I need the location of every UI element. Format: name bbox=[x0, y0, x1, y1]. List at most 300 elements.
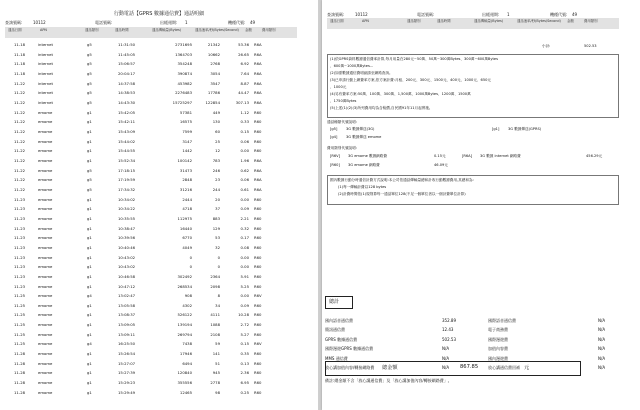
cell-rate: 122854 bbox=[205, 99, 220, 105]
cell-type: g1 bbox=[87, 215, 92, 221]
cell-bytes: 6494 bbox=[182, 360, 192, 366]
cell-apn: emome bbox=[38, 157, 53, 163]
table-row bbox=[0, 168, 318, 176]
summary-value: N/A bbox=[442, 346, 450, 352]
cell-time: 15:52:34 bbox=[118, 157, 136, 163]
cell-date: 11-28 bbox=[14, 389, 26, 395]
summary-value: N/A bbox=[598, 327, 606, 333]
cell-type: g1 bbox=[87, 225, 92, 231]
table-row bbox=[0, 61, 318, 69]
cell-amount: 1.96 bbox=[240, 157, 249, 163]
cell-date: 11-28 bbox=[14, 370, 26, 376]
summary-value: N/A bbox=[442, 355, 450, 361]
cell-date: 11-23 bbox=[14, 244, 26, 250]
cell-amount: 0.00 bbox=[240, 293, 249, 299]
legend-code: [g1] bbox=[492, 127, 500, 131]
subtotal-value: 502.53 bbox=[584, 44, 597, 48]
subtotal-label: 小計: bbox=[542, 44, 551, 48]
cell-bytes: 4302 bbox=[182, 302, 192, 308]
cell-amount: 0.06 bbox=[240, 138, 249, 144]
cell-date: 11-23 bbox=[14, 273, 26, 279]
cell-fee-code: R6A bbox=[254, 51, 262, 57]
summary-label: 放心講通信費回補 bbox=[488, 365, 520, 370]
cell-amount: 7.64 bbox=[240, 70, 249, 76]
cell-bytes: 1364703 bbox=[175, 51, 192, 57]
cell-bytes: 31473 bbox=[179, 167, 192, 173]
cell-apn: emome bbox=[38, 235, 53, 241]
cell-bytes: 390874 bbox=[177, 70, 192, 76]
summary-value: N/A bbox=[598, 318, 606, 323]
cell-bytes: 16440 bbox=[179, 225, 192, 231]
cell-date: 11-22 bbox=[14, 177, 26, 183]
cell-apn: internet bbox=[38, 61, 54, 67]
cell-date: 11-22 bbox=[14, 90, 26, 96]
cell-time: 15:26:54 bbox=[118, 351, 136, 357]
cell-type: g1 bbox=[87, 370, 92, 376]
cell-amount: 0.35 bbox=[240, 351, 249, 357]
cell-fee-code: R60 bbox=[254, 331, 262, 337]
total-value: 867.85 bbox=[460, 364, 479, 370]
header-label: 電話號碼: bbox=[95, 20, 113, 25]
cell-type: g5 bbox=[87, 186, 92, 192]
cell-rate: 59 bbox=[215, 341, 220, 347]
table-row bbox=[0, 341, 318, 349]
cell-date: 11-23 bbox=[14, 225, 26, 231]
summary-label: 電子商務費 bbox=[488, 327, 508, 333]
cell-type: g1 bbox=[87, 264, 92, 270]
cell-bytes: 12465 bbox=[179, 389, 192, 395]
cell-bytes: 0 bbox=[189, 254, 192, 260]
header-label: 出帳週期: bbox=[482, 12, 500, 17]
cell-fee-code: R6A bbox=[254, 157, 262, 163]
table-row bbox=[0, 110, 318, 118]
cell-date: 11-18 bbox=[14, 61, 26, 67]
cell-bytes: 354248 bbox=[177, 61, 192, 67]
cell-time: 10:39:56 bbox=[118, 235, 136, 241]
cell-apn: emome bbox=[38, 167, 53, 173]
cell-date: 11-25 bbox=[14, 302, 26, 308]
table-row bbox=[0, 197, 318, 205]
cell-fee-code: R60 bbox=[254, 360, 262, 366]
cell-rate: 34 bbox=[215, 302, 220, 308]
legend-code: [g4] bbox=[330, 135, 338, 139]
cell-amount: 44.47 bbox=[238, 90, 249, 96]
legend-text: 3G 數據傳送 emome bbox=[346, 135, 382, 139]
cell-time: 13:09:11 bbox=[118, 331, 136, 337]
cell-type: g5 bbox=[87, 61, 92, 67]
detail-page-right bbox=[322, 0, 640, 410]
cell-rate: 1088 bbox=[210, 322, 220, 328]
cell-apn: emome bbox=[38, 370, 53, 376]
cell-time: 15:42:05 bbox=[118, 109, 136, 115]
cell-rate: 25 bbox=[215, 138, 220, 144]
note-line: (5)上述(1)(2)(3)所列費用均為含稅價,自民國91年11月起實施。 bbox=[330, 106, 433, 110]
cell-time: 11:31:50 bbox=[118, 42, 136, 47]
cell-time: 10:35:55 bbox=[118, 215, 136, 221]
cell-fee-code: R60 bbox=[254, 206, 262, 212]
cell-amount: 8.87 bbox=[240, 80, 249, 86]
cell-rate: 3547 bbox=[210, 80, 220, 86]
column-header: 通話類別 bbox=[407, 19, 421, 23]
column-header: APN bbox=[362, 19, 369, 23]
cell-fee-code: R60 bbox=[254, 283, 262, 289]
column-header: 通話類別 bbox=[85, 28, 99, 32]
cell-apn: emome bbox=[38, 138, 53, 144]
cell-rate: 32 bbox=[215, 244, 220, 250]
cell-fee-code: R60 bbox=[254, 302, 262, 308]
cell-time: 14:38:53 bbox=[118, 90, 136, 96]
cell-time: 13:08:37 bbox=[118, 312, 136, 318]
cell-bytes: 0 bbox=[189, 264, 192, 270]
cell-rate: 53 bbox=[215, 235, 220, 241]
table-row bbox=[0, 52, 318, 60]
cell-apn: internet bbox=[38, 51, 54, 57]
summary-value: 502.53 bbox=[442, 336, 456, 342]
cell-apn: emome bbox=[38, 119, 53, 125]
column-header: 通話時間 bbox=[437, 19, 451, 23]
cell-type: g1 bbox=[87, 128, 92, 134]
remark-line: 國內數據行動分時通信計費方式說明:本公司依通話傳輸量總和計收行動數據費用,其總和為: bbox=[330, 178, 474, 182]
footnote: 備註:總金額不含「放心講通信費」及「放心講加值內容/轉接網路費」。 bbox=[325, 378, 452, 383]
note-line: (4)另有費率方案:50萬、100萬、300萬、1,500萬、1000萬Bytes、1200萬、1500萬 bbox=[330, 92, 471, 96]
cell-fee-code: R60 bbox=[254, 148, 262, 154]
cell-apn: emome bbox=[38, 244, 53, 250]
cell-rate: 2778 bbox=[210, 380, 220, 386]
cell-date: 11-22 bbox=[14, 119, 26, 125]
cell-fee-code: R6A bbox=[254, 186, 262, 192]
cell-fee-code: R6A bbox=[254, 61, 262, 67]
cell-amount: 6.92 bbox=[240, 61, 249, 67]
cell-fee-code: R6A bbox=[254, 90, 262, 96]
cell-date: 11-22 bbox=[14, 167, 26, 173]
cell-date: 11-22 bbox=[14, 99, 26, 105]
cell-time: 17:19:59 bbox=[118, 177, 136, 183]
cell-bytes: 15725297 bbox=[172, 99, 192, 105]
cell-apn: emome bbox=[38, 283, 53, 289]
table-row bbox=[0, 332, 318, 340]
cell-date: 11-22 bbox=[14, 157, 26, 163]
note-line: (1)依GPRS資料數據通信費率計算,每月用量在280元~50萬、50萬~300萬Bytes、300萬~600萬Bytes bbox=[330, 57, 498, 61]
cell-rate: 12 bbox=[215, 148, 220, 154]
cell-apn: emome bbox=[38, 302, 53, 308]
total-box bbox=[325, 361, 581, 376]
column-header: 通話速率/秒(Bytes/Second) bbox=[195, 28, 239, 32]
cell-date: 11-23 bbox=[14, 196, 26, 202]
column-header: 費用類別 bbox=[584, 19, 598, 23]
cell-apn: emome bbox=[38, 128, 53, 134]
cell-time: 15:29:23 bbox=[118, 380, 136, 386]
cell-date: 11-25 bbox=[14, 312, 26, 318]
cell-bytes: 3147 bbox=[182, 138, 192, 144]
table-row bbox=[0, 255, 318, 263]
cell-rate: 23 bbox=[215, 177, 220, 183]
cell-bytes: 57381 bbox=[179, 109, 192, 115]
table-row bbox=[0, 129, 318, 137]
cell-rate: 2098 bbox=[210, 283, 220, 289]
column-header: APN bbox=[40, 28, 47, 32]
table-row bbox=[0, 284, 318, 292]
cell-fee-code: R60 bbox=[254, 109, 262, 115]
cell-date: 11-23 bbox=[14, 235, 26, 241]
cell-apn: emome bbox=[38, 196, 53, 202]
header-label: 出帳週期: bbox=[160, 20, 178, 25]
cell-fee-code: R60 bbox=[254, 244, 262, 250]
cell-fee-code: R60 bbox=[254, 370, 262, 376]
cell-type: g1 bbox=[87, 389, 92, 395]
header-value: 10112 bbox=[355, 12, 368, 17]
cell-amount: 2.36 bbox=[240, 370, 249, 376]
cell-bytes: 139194 bbox=[177, 322, 192, 328]
cell-type: g5 bbox=[87, 99, 92, 105]
cell-bytes: 16575 bbox=[179, 119, 192, 125]
remark-line: (2)計費時間依(1)規則算每一通話單位128(不足一個單位者以一個計費單位計算) bbox=[338, 192, 466, 196]
cell-amount: 2.72 bbox=[240, 322, 249, 328]
table-row bbox=[0, 177, 318, 185]
fee-text: 3G 數據 internet 網路費 bbox=[480, 154, 521, 158]
cell-apn: emome bbox=[38, 351, 53, 357]
column-header-bar bbox=[5, 27, 297, 38]
cell-rate: 21342 bbox=[207, 42, 220, 47]
cell-bytes: 6770 bbox=[182, 235, 192, 241]
cell-time: 13:05:58 bbox=[118, 302, 136, 308]
header-value: 49 bbox=[250, 20, 256, 25]
cell-time: 16:25:50 bbox=[118, 341, 136, 347]
cell-date: 11-23 bbox=[14, 215, 26, 221]
cell-apn: emome bbox=[38, 380, 53, 386]
fee-text: 3G emome 數據網路費 bbox=[348, 154, 387, 158]
cell-time: 10:34:02 bbox=[118, 196, 136, 202]
fee-amount: 456.29元 bbox=[586, 154, 603, 158]
fee-title: 費用類別代號說明: bbox=[327, 146, 357, 150]
header-label: 查詢號碼: bbox=[327, 12, 345, 17]
cell-apn: emome bbox=[38, 312, 53, 318]
cell-bytes: 526122 bbox=[177, 312, 192, 318]
cell-bytes: 7438 bbox=[182, 341, 192, 347]
header-value: 1 bbox=[185, 20, 188, 25]
cell-date: 11-28 bbox=[14, 380, 26, 386]
cell-type: g1 bbox=[87, 138, 92, 144]
summary-label: 放心講加值內容/轉接網路費 bbox=[325, 365, 375, 370]
cell-type: g5 bbox=[87, 177, 92, 183]
cell-date: 11-25 bbox=[14, 322, 26, 328]
header-label: 電話號碼: bbox=[417, 12, 435, 17]
cell-time: 15:42:11 bbox=[118, 119, 136, 125]
cell-fee-code: R60 bbox=[254, 389, 262, 395]
cell-bytes: 268534 bbox=[177, 283, 192, 289]
cell-amount: 0.61 bbox=[240, 186, 249, 192]
cell-amount: 10.28 bbox=[238, 312, 249, 318]
cell-time: 10:34:22 bbox=[118, 206, 136, 212]
cell-amount: 2.21 bbox=[240, 215, 249, 221]
column-header: 通話傳輸量(Bytes) bbox=[152, 28, 182, 32]
cell-apn: emome bbox=[38, 293, 53, 299]
cell-bytes: 302492 bbox=[177, 273, 192, 279]
cell-bytes: 355556 bbox=[177, 380, 192, 386]
cell-apn: emome bbox=[38, 254, 53, 260]
cell-type: g1 bbox=[87, 283, 92, 289]
summary-label: 簡訊通信費 bbox=[325, 327, 345, 333]
fee-rate: 46.09元 bbox=[434, 163, 448, 167]
cell-bytes: 269794 bbox=[177, 331, 192, 337]
note-line: 、1000元 bbox=[330, 85, 347, 89]
cell-amount: 5.91 bbox=[240, 273, 249, 279]
cell-type: g1 bbox=[87, 148, 92, 154]
cell-fee-code: R60 bbox=[254, 128, 262, 134]
cell-rate: 8 bbox=[217, 293, 220, 299]
cell-fee-code: R60 bbox=[254, 225, 262, 231]
cell-type: g1 bbox=[87, 302, 92, 308]
column-header: 金額 bbox=[245, 28, 252, 32]
column-header: 通話速率/秒(Bytes/Second) bbox=[517, 19, 561, 23]
fee-code: [R6A] bbox=[462, 154, 473, 158]
cell-type: g1 bbox=[87, 273, 92, 279]
cell-bytes: 908 bbox=[184, 293, 192, 299]
cell-date: 11-22 bbox=[14, 138, 26, 144]
summary-value: 352.89 bbox=[442, 318, 456, 323]
detail-page-left bbox=[0, 0, 318, 410]
summary-label: 國際語音通信費 bbox=[488, 318, 516, 323]
column-header: 通話傳輸量(Bytes) bbox=[474, 19, 504, 23]
cell-apn: emome bbox=[38, 331, 53, 337]
cell-rate: 883 bbox=[212, 215, 220, 221]
cell-amount: 0.00 bbox=[240, 254, 249, 260]
cell-date: 11-23 bbox=[14, 206, 26, 212]
cell-amount: 0.00 bbox=[240, 196, 249, 202]
cell-bytes: 2444 bbox=[182, 196, 192, 202]
table-row bbox=[0, 312, 318, 320]
total-label: 總金額 bbox=[382, 365, 398, 371]
cell-rate: 783 bbox=[212, 157, 220, 163]
cell-type: g1 bbox=[87, 254, 92, 260]
cell-fee-code: R6A bbox=[254, 70, 262, 76]
cell-amount: 0.17 bbox=[240, 235, 249, 241]
table-row bbox=[0, 119, 318, 127]
cell-rate: 129 bbox=[212, 225, 220, 231]
cell-amount: 307.13 bbox=[235, 99, 249, 105]
remark-line: (1)每一傳輸計費以128 bytes bbox=[338, 185, 387, 189]
table-row bbox=[0, 380, 318, 388]
cell-type: g5 bbox=[87, 167, 92, 173]
cell-apn: internet bbox=[38, 42, 54, 47]
table-row bbox=[0, 303, 318, 311]
cell-time: 15:43:09 bbox=[118, 128, 136, 134]
cell-fee-code: R60 bbox=[254, 196, 262, 202]
cell-apn: emome bbox=[38, 225, 53, 231]
header-label: 機種代號: bbox=[550, 12, 568, 17]
note-line: (2)如需數據通信費明細請至網路查詢。 bbox=[330, 71, 393, 75]
cell-fee-code: R6A bbox=[254, 99, 262, 105]
summary-value: N/A bbox=[442, 365, 450, 370]
cell-fee-code: R6A bbox=[254, 80, 262, 86]
summary-value: N/A bbox=[598, 336, 606, 342]
cell-fee-code: R6A bbox=[254, 42, 262, 47]
cell-apn: emome bbox=[38, 206, 53, 212]
column-header: 通話日期 bbox=[330, 19, 344, 23]
cell-time: 15:06:57 bbox=[118, 61, 136, 67]
cell-type: g5 bbox=[87, 42, 92, 47]
cell-date: 11-25 bbox=[14, 293, 26, 299]
cell-amount: 0.00 bbox=[240, 264, 249, 270]
column-header: 費用類別 bbox=[262, 28, 276, 32]
cell-time: 15:44:55 bbox=[118, 148, 136, 154]
cell-time: 15:44:02 bbox=[118, 138, 136, 144]
cell-rate: 2768 bbox=[210, 61, 220, 67]
column-header: 通話日期 bbox=[8, 28, 22, 32]
cell-time: 13:02:47 bbox=[118, 293, 136, 299]
cell-amount: 0.15 bbox=[240, 341, 249, 347]
cell-date: 11-18 bbox=[14, 70, 26, 76]
fee-text: 3G emome 網路費 bbox=[348, 163, 380, 167]
cell-apn: emome bbox=[38, 360, 53, 366]
legend-text: 3G 數據傳送(3G) bbox=[346, 127, 375, 131]
table-row bbox=[0, 361, 318, 369]
cell-time: 17:34:32 bbox=[118, 186, 136, 192]
cell-fee-code: R6V bbox=[254, 341, 262, 347]
cell-apn: emome bbox=[38, 186, 53, 192]
page-title: 行動電話【GPRS 數據通信費】通話明細 bbox=[113, 11, 205, 17]
cell-fee-code: R60 bbox=[254, 380, 262, 386]
cell-apn: emome bbox=[38, 273, 53, 279]
cell-date: 11-28 bbox=[14, 360, 26, 366]
cell-time: 10:40:46 bbox=[118, 244, 136, 250]
cell-rate: 945 bbox=[212, 370, 220, 376]
cell-type: g1 bbox=[87, 235, 92, 241]
cell-amount: 0.25 bbox=[240, 389, 249, 395]
table-row bbox=[0, 139, 318, 147]
summary-row bbox=[322, 318, 640, 327]
table-row bbox=[0, 158, 318, 166]
cell-bytes: 2848 bbox=[182, 177, 192, 183]
cell-fee-code: R60 bbox=[254, 273, 262, 279]
cell-date: 11-22 bbox=[14, 109, 26, 115]
cell-amount: 0.06 bbox=[240, 177, 249, 183]
cell-type: g1 bbox=[87, 380, 92, 386]
table-row bbox=[0, 370, 318, 378]
table-row bbox=[0, 42, 318, 50]
summary-label: 國內漫遊費 bbox=[488, 355, 508, 361]
cell-rate: 0 bbox=[217, 264, 220, 270]
summary-row bbox=[322, 327, 640, 336]
header-value: 49 bbox=[572, 12, 578, 17]
cell-date: 11-18 bbox=[14, 51, 26, 57]
cell-type: g1 bbox=[87, 119, 92, 125]
cell-amount: 1.12 bbox=[240, 109, 249, 115]
cell-date: 11-23 bbox=[14, 254, 26, 260]
cell-amount: 26.65 bbox=[238, 51, 249, 57]
cell-rate: 244 bbox=[212, 186, 220, 192]
cell-time: 20:04:17 bbox=[118, 70, 136, 76]
cell-amount: 0.33 bbox=[240, 119, 249, 125]
header-label: 機種代號: bbox=[228, 20, 246, 25]
summary-value: N/A bbox=[598, 365, 606, 370]
cell-rate: 60 bbox=[215, 128, 220, 134]
cell-bytes: 453982 bbox=[177, 80, 192, 86]
cell-time: 14:37:58 bbox=[118, 80, 136, 86]
cell-apn: emome bbox=[38, 389, 53, 395]
cell-date: 11-18 bbox=[14, 42, 26, 47]
summary-value: 12.43 bbox=[442, 327, 454, 333]
cell-apn: emome bbox=[38, 322, 53, 328]
summary-row bbox=[322, 346, 640, 355]
legend-text: 3G 數據傳送(GPRS) bbox=[508, 127, 542, 131]
cell-date: 11-23 bbox=[14, 283, 26, 289]
cell-bytes: 100142 bbox=[177, 157, 192, 163]
cell-amount: 0.13 bbox=[240, 360, 249, 366]
cell-apn: internet bbox=[38, 99, 54, 105]
cell-date: 11-25 bbox=[14, 331, 26, 337]
cell-amount: 0.32 bbox=[240, 225, 249, 231]
table-row bbox=[0, 390, 318, 398]
